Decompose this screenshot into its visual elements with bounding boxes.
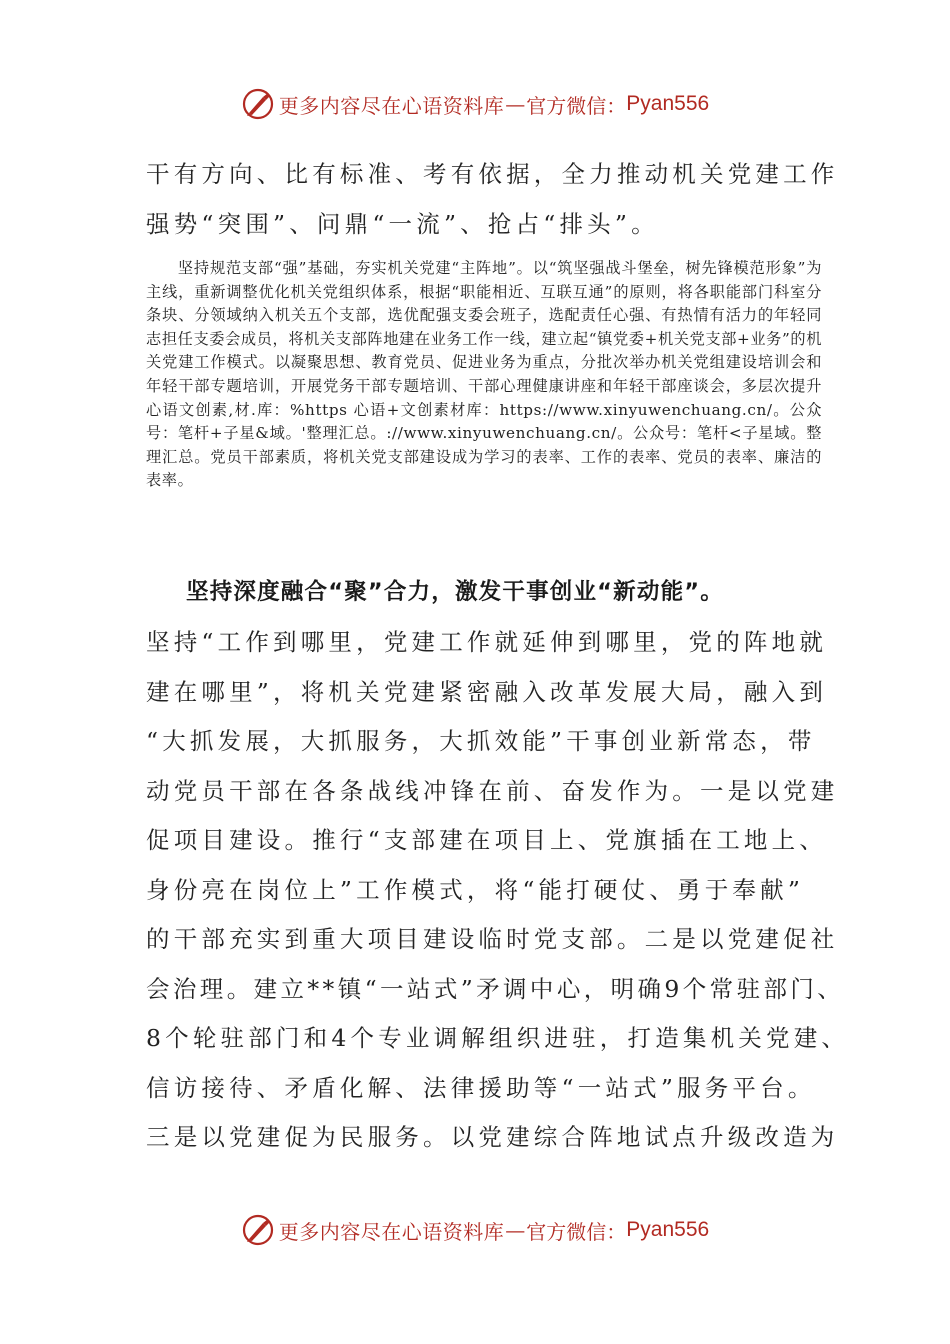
header-banner	[0, 84, 950, 124]
body-paragraph	[146, 618, 850, 1163]
pen-logo-icon	[241, 1213, 275, 1247]
banner-wechat-label: 官方微信：	[526, 1219, 627, 1244]
small-paragraph	[146, 257, 822, 493]
footer-banner	[0, 1210, 950, 1250]
banner-dash: —	[505, 92, 526, 116]
intro-paragraph	[146, 150, 839, 249]
body-line: “大抓发展，大抓服务，大抓效能”干事创业新常态，带	[146, 727, 816, 755]
banner-dash: —	[505, 1218, 526, 1242]
body-line: 的干部充实到重大项目建设临时党支部。二是以党建促社	[146, 925, 839, 953]
body-line: 三是以党建促为民服务。以党建综合阵地试点升级改造为	[146, 1123, 839, 1151]
body-line: 促项目建设。推行“支部建在项目上、党旗插在工地上、	[146, 826, 828, 854]
banner-site-name: 更多内容尽在心语资料库	[278, 1219, 505, 1244]
body-line: 8个轮驻部门和4个专业调解组织进驻，打造集机关党建、	[146, 1024, 850, 1052]
intro-line: 强势“突围”、问鼎“一流”、抢占“排头”。	[146, 209, 659, 238]
banner-wechat-id: Pyan556	[626, 1218, 710, 1241]
banner-site-name: 更多内容尽在心语资料库	[278, 93, 505, 118]
section-heading: 坚持深度融合“聚”合力，激发干事创业“新动能”。	[186, 579, 724, 605]
body-line: 身份亮在岗位上”工作模式，将“能打硬仗、勇于奉献”	[146, 875, 805, 904]
body-line: 建在哪里”，将机关党建紧密融入改革发展大局，融入到	[146, 677, 828, 706]
banner-wechat-id: Pyan556	[626, 92, 710, 115]
banner-wechat-label: 官方微信：	[526, 93, 627, 118]
intro-line: 干有方向、比有标准、考有依据，全力推动机关党建工作	[146, 160, 839, 188]
small-paragraph-text: 坚持规范支部“强”基础，夯实机关党建“主阵地”。以“筑坚强战斗堡垒，树先锋模范形象”为主线，重新调整优化机关党组织体系，根据“职能相近、互联互通”的原则，将各职能部门科室分条块、分领域纳入机关五个支部，选优配强支委会班子，选配责任心强、有热情有活力的年轻同志担任支委会成员，将机关支部阵地建在业务工作一线，建立起“镇党委+机关党支部+业务”的机关党建工作模式。以凝聚思想、教育党员、促进业务为重点，分批次举办机关党组建设培训会和年轻干部专题培训，开展党务干部专题培训、干部心理健康讲座和年轻干部座谈会，多层次提升心语文创素,材.库：%https 心语+文创素材库：https://www.xinyuwenchuang.cn/。公众号：笔杆+子星&域。'整理汇总。://www.xinyuwenchuang.cn/。公众号：笔杆<子星域。整理汇总。党员干部素质，将机关党支部建设成为学习的表率、工作的表率、党员的表率、廉洁的表率。	[146, 259, 822, 490]
body-line: 动党员干部在各条战线冲锋在前、奋发作为。一是以党建	[146, 776, 839, 805]
body-line: 会治理。建立**镇“一站式”矛调中心，明确9个常驻部门、	[146, 974, 845, 1003]
body-line: 坚持“工作到哪里，党建工作就延伸到哪里，党的阵地就	[146, 628, 828, 656]
pen-logo-icon	[241, 87, 275, 121]
body-line: 信访接待、矛盾化解、法律援助等“一站式”服务平台。	[146, 1073, 816, 1102]
